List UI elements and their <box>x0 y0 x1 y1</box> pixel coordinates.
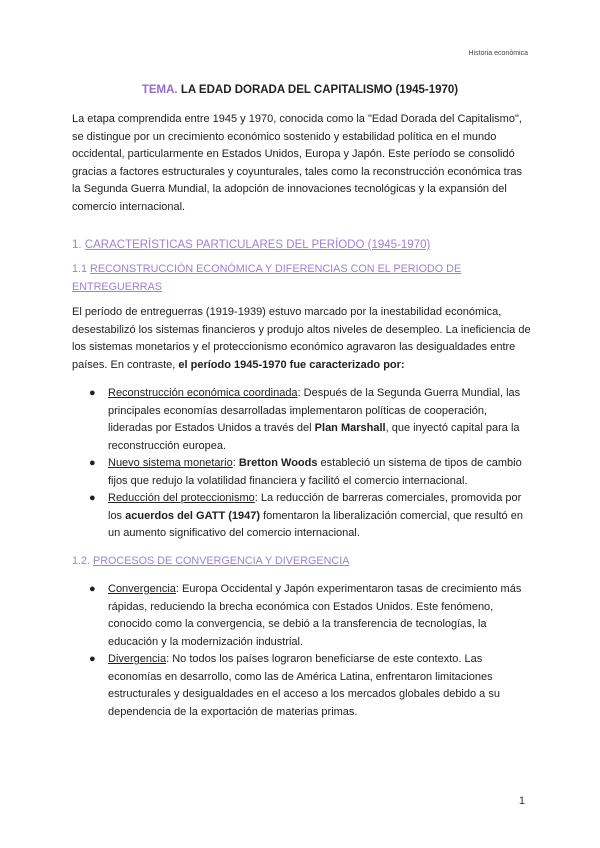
list-item <box>72 581 528 651</box>
bullet-text: estableció un sistema de tipos de cambio fijos que redujo la volatilidad financiera y facilitó el comercio internacional. <box>108 457 522 487</box>
section-1-2-number: 1.2. <box>72 555 94 567</box>
section-1-1-title: RECONSTRUCCIÓN ECONÓMICA Y DIFERENCIAS CON EL PERIODO DE ENTREGUERRAS <box>72 263 462 293</box>
entreguerras-text: El período de entreguerras (1919-1939) estuvo marcado por la inestabilidad económica, desestabilizó los sistemas financieros y produjo altos niveles de desempleo. La ineficiencia de los sistemas monetarios y el proteccionismo económico agravaron las desigualdades entre países. En contraste, <box>72 306 531 371</box>
bullet-term: Nuevo sistema monetario <box>108 457 233 469</box>
convergence-list <box>72 581 528 721</box>
bullet-text: : La reducción de barreras comerciales, promovida por los <box>108 492 522 522</box>
bullet-term: Divergencia <box>108 653 167 665</box>
bullet-text: : No todos los países lograron beneficiarse de este contexto. Las economías en desarrollo, como las de América Latina, enfrentaron limitaciones estructurales y desigualdades en el acceso a los mercados globales debido a su dependencia de la exportación de materias primas. <box>108 653 500 718</box>
section-1-heading <box>72 236 532 254</box>
bullet-bold: Plan Marshall <box>314 422 386 434</box>
bullet-text: , que inyectó capital para la reconstrucción europea. <box>108 422 520 452</box>
bullet-term: Convergencia <box>108 583 176 595</box>
section-1-2-title: PROCESOS DE CONVERGENCIA Y DIVERGENCIA <box>93 555 350 567</box>
bullet-text: : Después de la Segunda Guerra Mundial, las principales economías desarrolladas implementaron políticas de cooperación, lideradas por Estados Unidos a través del <box>108 387 521 434</box>
list-item <box>72 455 528 490</box>
bullet-bold: acuerdos del GATT (1947) <box>125 509 261 522</box>
bullet-term: Reconstrucción económica coordinada <box>108 387 298 399</box>
title-text: LA EDAD DORADA DEL CAPITALISMO (1945-1970) <box>177 84 459 96</box>
bullet-bold: Bretton Woods <box>238 457 318 469</box>
bullet-icon: ● <box>89 457 96 469</box>
bullet-icon: ● <box>89 492 96 504</box>
characteristics-list <box>72 385 528 543</box>
title-prefix: TEMA. <box>141 84 178 96</box>
page-number: 1 <box>518 795 525 807</box>
list-item <box>72 651 528 721</box>
running-header: Historia económica <box>468 50 528 57</box>
bullet-term: Reducción del proteccionismo <box>108 492 255 504</box>
section-1-title: CARACTERÍSTICAS PARTICULARES DEL PERÍODO (1945-1970) <box>84 239 431 251</box>
intro-paragraph: La etapa comprendida entre 1945 y 1970, conocida como la "Edad Dorada del Capitalismo", se distingue por un crecimiento económico sostenido y estabilidad política en el mundo occidental, particularmente en Estados Unidos, Europa y Japón. Este período se consolidó gracias a factores estructurales y coyunturales, tales como la reconstrucción económica tras la Segunda Guerra Mundial, la adopción de innovaciones tecnológicas y la expansión del comercio internacional. <box>72 113 522 213</box>
bullet-icon: ● <box>89 583 96 595</box>
bullet-text: : Europa Occidental y Japón experimentaron tasas de crecimiento más rápidas, reduciendo la brecha económica con Estados Unidos. Este fenómeno, conocido como la convergencia, se debió a la transferencia de tecnologías, la educación y la modernización industrial. <box>108 583 522 648</box>
bullet-text: fomentaron la liberalización comercial, que resultó en un aumento significativo del comercio internacional. <box>108 509 523 539</box>
section-1-number: 1. <box>72 239 85 251</box>
bullet-icon: ● <box>89 387 96 399</box>
list-item <box>72 385 528 455</box>
entreguerras-paragraph <box>72 304 532 374</box>
page-title <box>0 84 600 96</box>
bullet-icon: ● <box>89 653 96 665</box>
list-item <box>72 490 528 543</box>
entreguerras-bold: el período 1945-1970 fue caracterizado por: <box>178 358 405 371</box>
section-1-1-heading <box>72 261 532 296</box>
section-1-1-number: 1.1 <box>72 263 91 275</box>
bullet-text: : <box>232 457 239 469</box>
section-1-2-heading <box>72 553 532 571</box>
